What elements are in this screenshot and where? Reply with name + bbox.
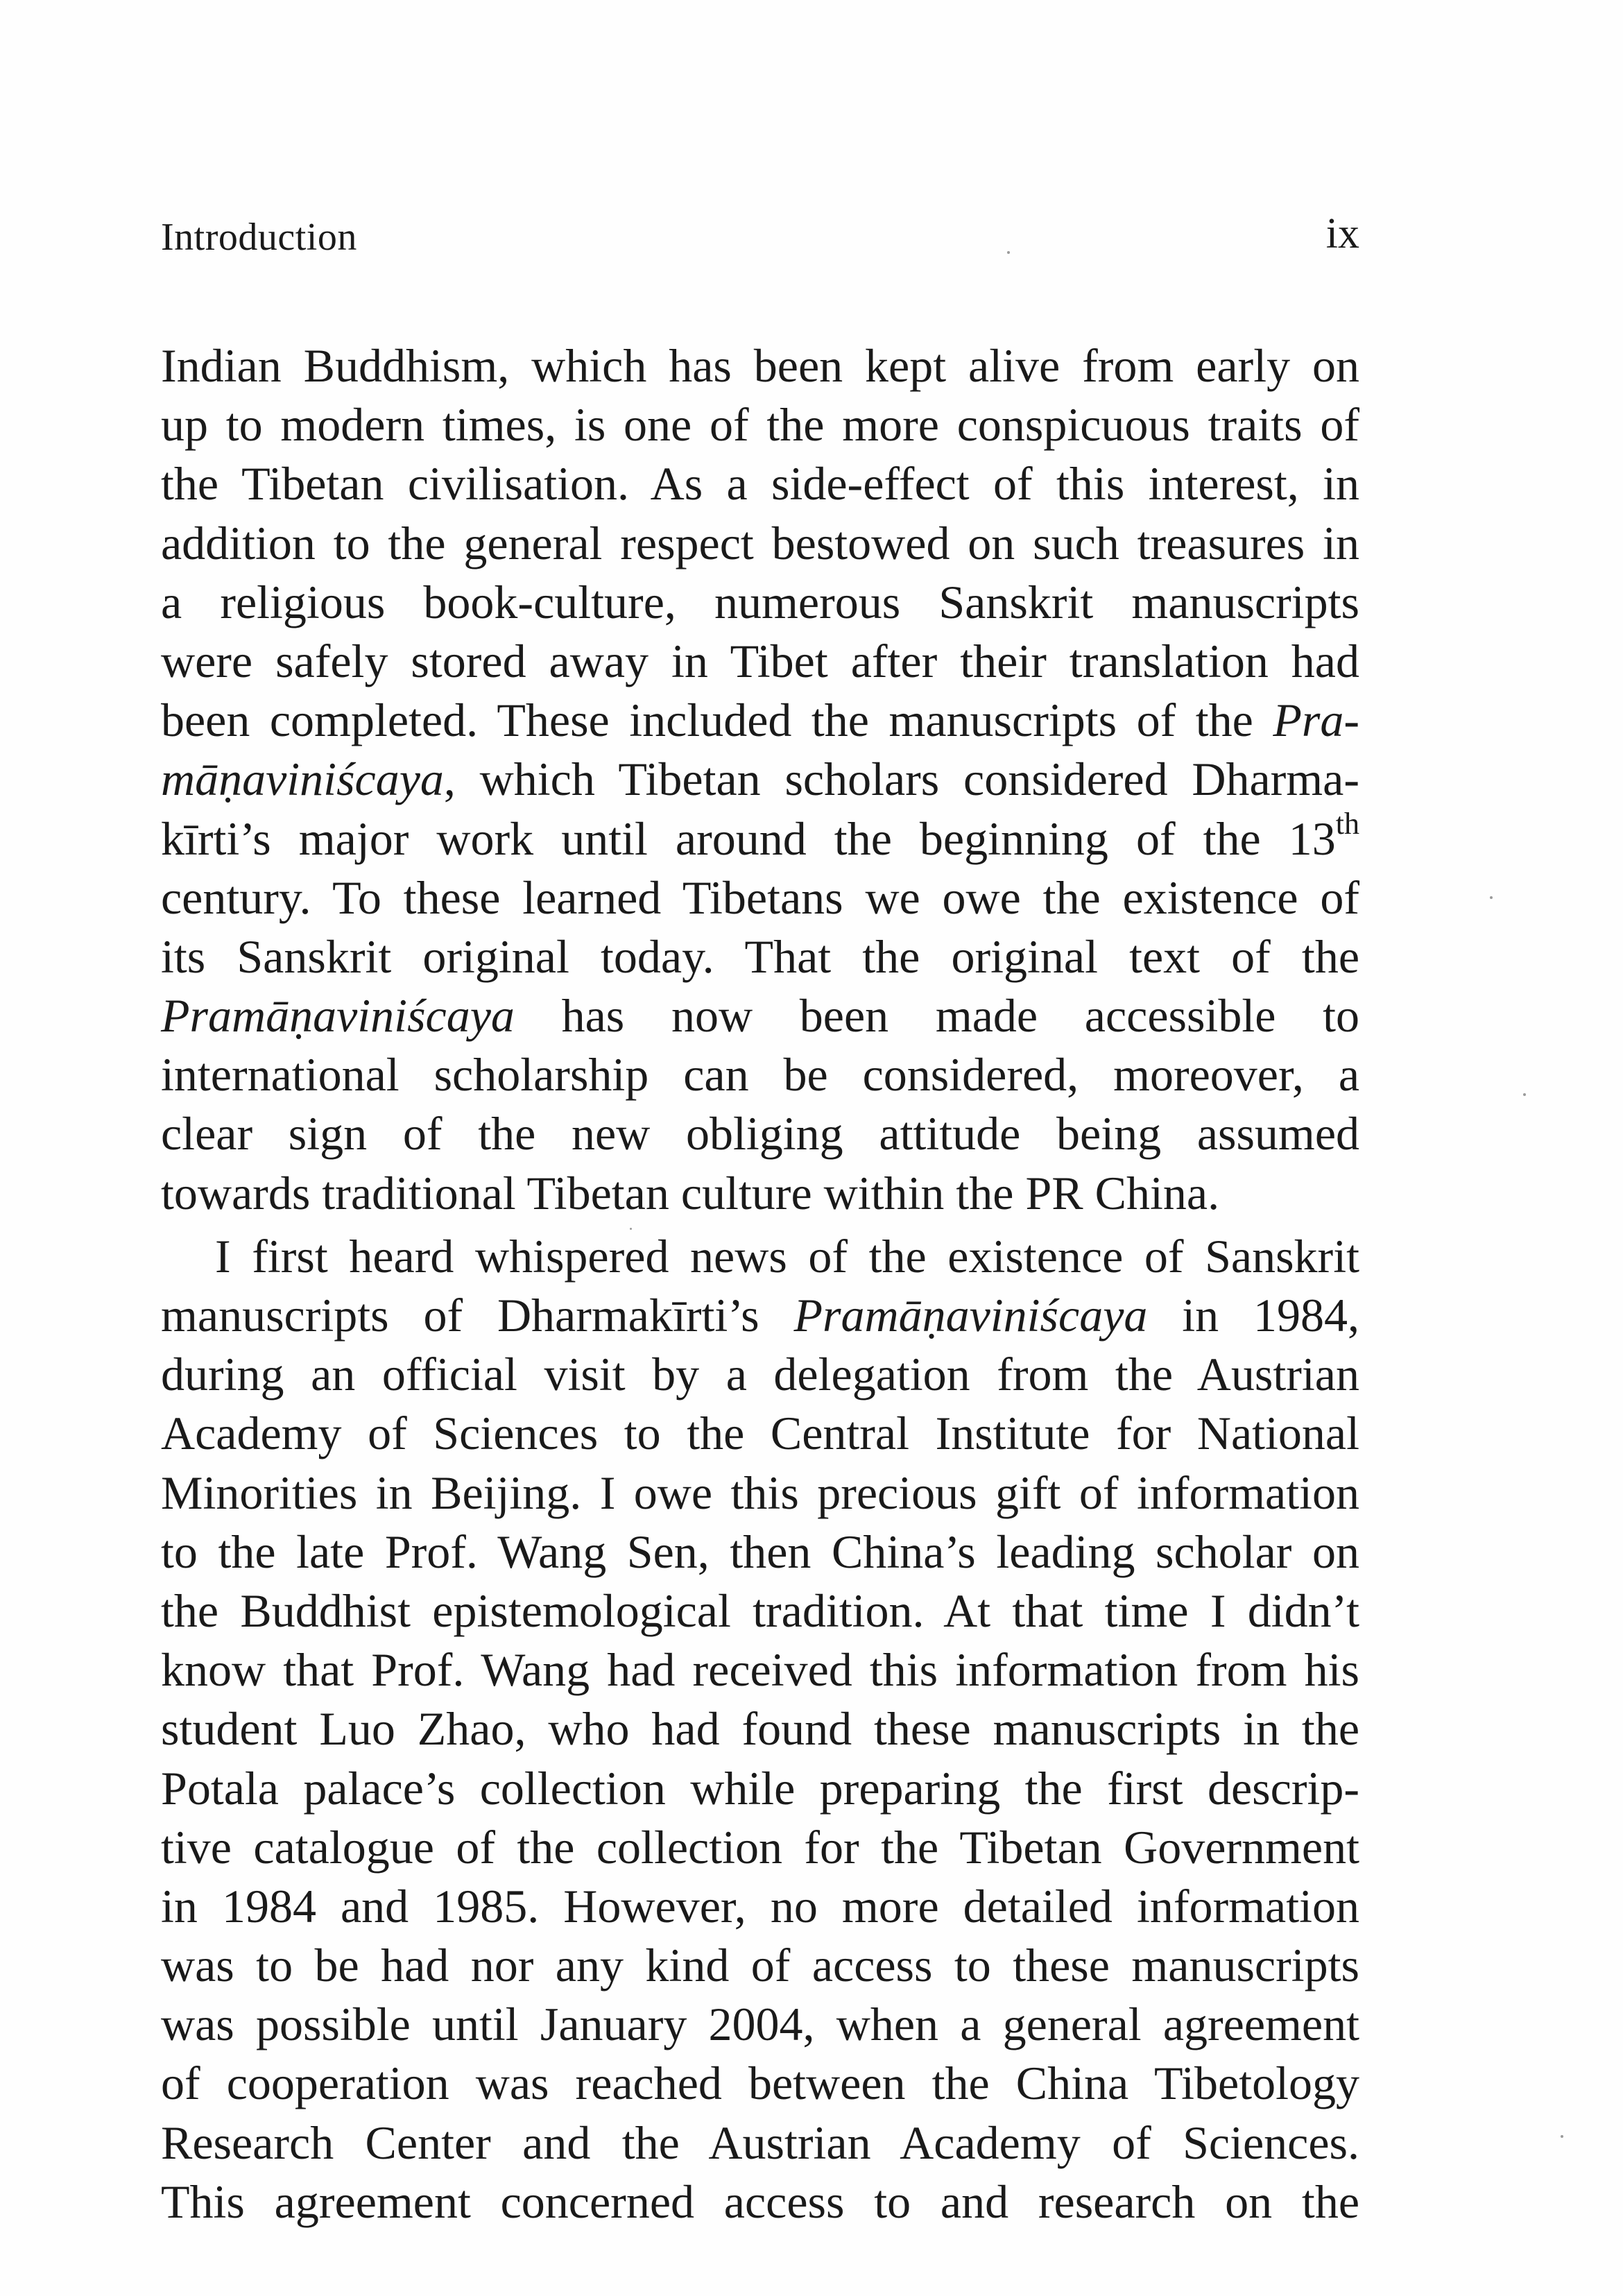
text-line bbox=[161, 986, 1359, 1045]
text-line bbox=[161, 1699, 1359, 1758]
page-number: ix bbox=[1325, 210, 1359, 257]
text-line bbox=[161, 1464, 1359, 1523]
text-line bbox=[161, 1995, 1359, 2054]
text-run: were safely stored away in Tibet after their translation had bbox=[161, 634, 1359, 687]
text-run: I first heard whispered news of the existence of Sanskrit bbox=[215, 1229, 1359, 1283]
text-line bbox=[161, 1404, 1359, 1463]
text-line bbox=[161, 691, 1359, 750]
text-line bbox=[161, 868, 1359, 927]
text-run: been completed. These included the manuscripts of the bbox=[161, 694, 1273, 747]
text-line bbox=[161, 1104, 1359, 1163]
text-line bbox=[161, 1045, 1359, 1104]
text-line bbox=[161, 1640, 1359, 1699]
superscript: th bbox=[1335, 806, 1359, 841]
text-line bbox=[161, 573, 1359, 632]
text-run: of cooperation was reached between the China Tibetology bbox=[161, 2057, 1359, 2110]
text-line bbox=[161, 1818, 1359, 1877]
text-line bbox=[161, 395, 1359, 454]
text-run: Potala palace’s collection while preparing the first descrip- bbox=[161, 1761, 1359, 1815]
text-run: in 1984 and 1985. However, no more detailed information bbox=[161, 1879, 1359, 1933]
text-run: its Sanskrit original today. That the original text of the bbox=[161, 929, 1359, 983]
text-run: student Luo Zhao, who had found these manuscripts in the bbox=[161, 1702, 1359, 1756]
text-line bbox=[161, 750, 1359, 809]
text-run: Minorities in Beijing. I owe this precious gift of information bbox=[161, 1466, 1359, 1519]
text-run: This agreement concerned access to and research on the bbox=[161, 2175, 1359, 2228]
text-run: a religious book-culture, numerous Sanskrit manuscripts bbox=[161, 575, 1359, 628]
text-run: , which Tibetan scholars considered Dharma- bbox=[443, 753, 1359, 806]
scan-speck bbox=[1007, 251, 1010, 254]
text-line bbox=[161, 1759, 1359, 1818]
text-line bbox=[161, 2054, 1359, 2113]
text-line bbox=[161, 1523, 1359, 1582]
text-line bbox=[161, 1286, 1359, 1345]
text-run: during an official visit by a delegation from the Austrian bbox=[161, 1348, 1359, 1401]
text-run: century. To these learned Tibetans we owe the existence of bbox=[161, 871, 1359, 924]
text-run: international scholarship can be considered, moreover, a bbox=[161, 1048, 1359, 1102]
text-line bbox=[161, 514, 1359, 573]
text-run: kīrti’s major work until around the beginning of the 13 bbox=[161, 812, 1336, 865]
text-run: up to modern times, is one of the more conspicuous traits of bbox=[161, 398, 1359, 452]
text-run: the Tibetan civilisation. As a side-effect of this interest, in bbox=[161, 457, 1359, 511]
text-line bbox=[161, 927, 1359, 986]
text-run: addition to the general respect bestowed on such treasures in bbox=[161, 516, 1359, 569]
text-run: Academy of Sciences to the Central Institute for National bbox=[161, 1407, 1359, 1460]
running-head bbox=[161, 208, 1359, 264]
text-line bbox=[161, 454, 1359, 513]
text-line bbox=[161, 336, 1359, 395]
text-run: know that Prof. Wang had received this information from his bbox=[161, 1643, 1359, 1697]
text-run: towards traditional Tibetan culture within the PR China. bbox=[161, 1166, 1220, 1219]
italic-title: Pramāṇaviniścaya bbox=[793, 1289, 1148, 1342]
paragraph bbox=[161, 1227, 1359, 2231]
scan-speck bbox=[1561, 2135, 1563, 2138]
text-line bbox=[161, 2114, 1359, 2173]
italic-title: māṇaviniścaya bbox=[161, 753, 444, 806]
text-run: was to be had nor any kind of access to these manuscripts bbox=[161, 1939, 1359, 1992]
text-run: the Buddhist epistemological tradition. At that time I didn’t bbox=[161, 1584, 1359, 1637]
body-text bbox=[161, 336, 1359, 2231]
text-line bbox=[161, 806, 1359, 868]
text-run: in 1984, bbox=[1147, 1289, 1359, 1342]
text-line bbox=[161, 1164, 1359, 1223]
text-run: has now been made accessible to bbox=[514, 989, 1359, 1043]
text-line bbox=[161, 1936, 1359, 1995]
text-line bbox=[161, 1877, 1359, 1936]
text-run: was possible until January 2004, when a general agreement bbox=[161, 1998, 1359, 2051]
paragraph bbox=[161, 336, 1359, 1223]
text-run: to the late Prof. Wang Sen, then China’s leading scholar on bbox=[161, 1525, 1359, 1578]
text-run: clear sign of the new obliging attitude being assumed bbox=[161, 1107, 1359, 1160]
running-title: Introduction bbox=[161, 216, 357, 259]
scan-speck bbox=[630, 1228, 632, 1230]
italic-title: Pramāṇaviniścaya bbox=[161, 989, 515, 1043]
text-line bbox=[161, 632, 1359, 691]
text-run: Research Center and the Austrian Academy of Sciences. bbox=[161, 2116, 1359, 2169]
italic-title: Pra- bbox=[1273, 694, 1359, 747]
text-line bbox=[161, 1227, 1359, 1286]
text-line bbox=[161, 2173, 1359, 2231]
scan-speck bbox=[1490, 896, 1493, 899]
scan-speck bbox=[1523, 1093, 1526, 1096]
text-run: Indian Buddhism, which has been kept alive from early on bbox=[161, 339, 1359, 392]
text-run: tive catalogue of the collection for the Tibetan Government bbox=[161, 1820, 1359, 1874]
text-run: manuscripts of Dharmakīrti’s bbox=[161, 1289, 794, 1342]
text-line bbox=[161, 1582, 1359, 1640]
text-line bbox=[161, 1345, 1359, 1404]
